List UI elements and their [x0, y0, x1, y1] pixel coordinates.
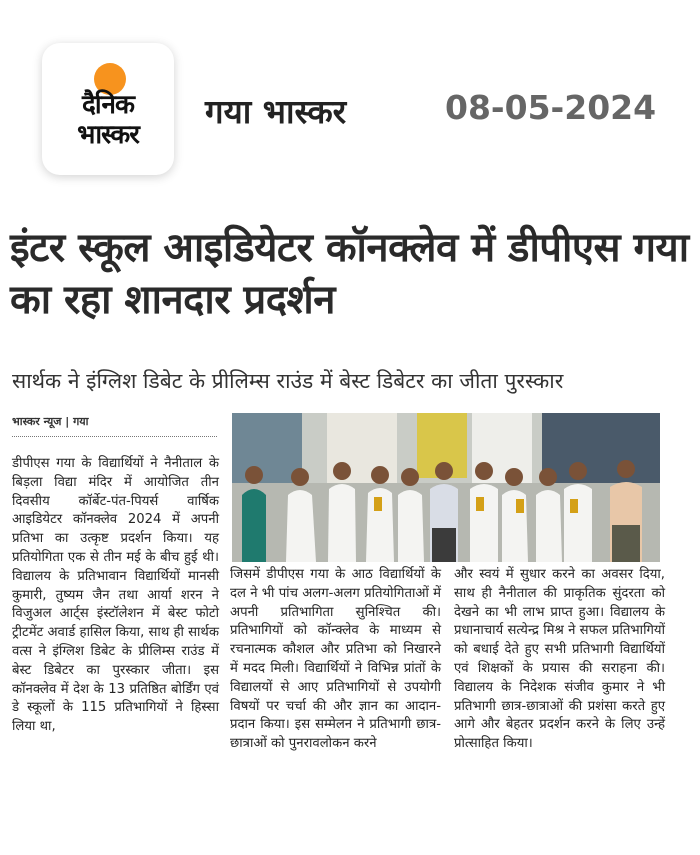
- article-column-3: और स्वयं में सुधार करने का अवसर दिया, साथ ही नैनीताल की प्राकृतिक सुंदरता को देखने का भी लाभ प्राप्त हुआ। विद्यालय के प्रधानाचार्य सत्येन्द्र मिश्र ने सफल प्रतिभागियों को बधाई देते हुए सभी प्रतिभागी विद्यार्थियों एवं शिक्षकों के प्रयास की सराहना की। विद्यालय के निदेशक संजीव कुमार ने भी प्रतिभागी छात्र-छात्राओं की प्रशंसा करते हुए आगे और बेहतर प्रदर्शन करने के लिए उन्हें प्रोत्साहित किया।: [454, 567, 665, 752]
- group-photo: [232, 413, 660, 562]
- byline-divider: [12, 436, 217, 437]
- group-photo-illustration: [232, 413, 660, 562]
- byline: भास्कर न्यूज | गया: [12, 415, 89, 428]
- headline: इंटर स्कूल आइडियेटर कॉनक्लेव में डीपीएस गया का रहा शानदार प्रदर्शन: [10, 225, 689, 323]
- article-column-1: डीपीएस गया के विद्यार्थियों ने नैनीताल के बिड़ला विद्या मंदिर में आयोजित तीन दिवसीय कॉर्बेट-पंत-पियर्स वार्षिक आइडियेटर कॉनक्लेव 2024 में अपनी प्रतिभा का उत्कृष्ट प्रदर्शन किया। यह प्रतियोगिता एक से तीन मई के बीच हुई थी। विद्यालय के प्रतिभावान विद्यार्थियों मानसी कुमारी, तुष्यम जैन तथा आर्या शरन ने विजुअल आर्ट्स इंस्टॉलेशन में बेस्ट फोटो ट्रीटमेंट अवार्ड हासिल किया, साथ ही सार्थक वत्स ने इंग्लिश डिबेट के प्रीलिम्स राउंड में बेस्ट डिबेटर का पुरस्कार जीता। इस कॉनक्लेव में देश के 13 प्रतिष्ठित बोर्डिंग एवं डे स्कूलों के 115 प्रतिभागियों ने हिस्सा लिया था,: [12, 456, 219, 735]
- subheadline: सार्थक ने इंग्लिश डिबेट के प्रीलिम्स राउंड में बेस्ट डिबेटर का जीता पुरस्कार: [12, 369, 564, 393]
- dainik-bhaskar-logo: [42, 43, 174, 175]
- edition-name: गया भास्कर: [205, 92, 347, 131]
- logo-line-1: दैनिक: [82, 90, 134, 120]
- article-column-2: जिसमें डीपीएस गया के आठ विद्यार्थियों के दल ने भी पांच अलग-अलग प्रतियोगिताओं में अपनी प्रतिभागिता सुनिश्चित की। प्रतिभागियों को कॉन्क्लेव के माध्यम से रचनात्मक कौशल और प्रतिभा को निखारने में मदद मिली। विद्यार्थियों ने विभिन्न प्रांतों के विद्यालयों से आए प्रतिभागियों से उपयोगी विषयों पर चर्चा की और ज्ञान का आदान-प्रदान किया। इस सम्मेलन ने प्रतिभागी छात्र-छात्राओं को पुनरावलोकन करने: [230, 567, 441, 752]
- logo-line-2: भास्कर: [77, 120, 139, 150]
- publication-date: 08-05-2024: [445, 88, 657, 127]
